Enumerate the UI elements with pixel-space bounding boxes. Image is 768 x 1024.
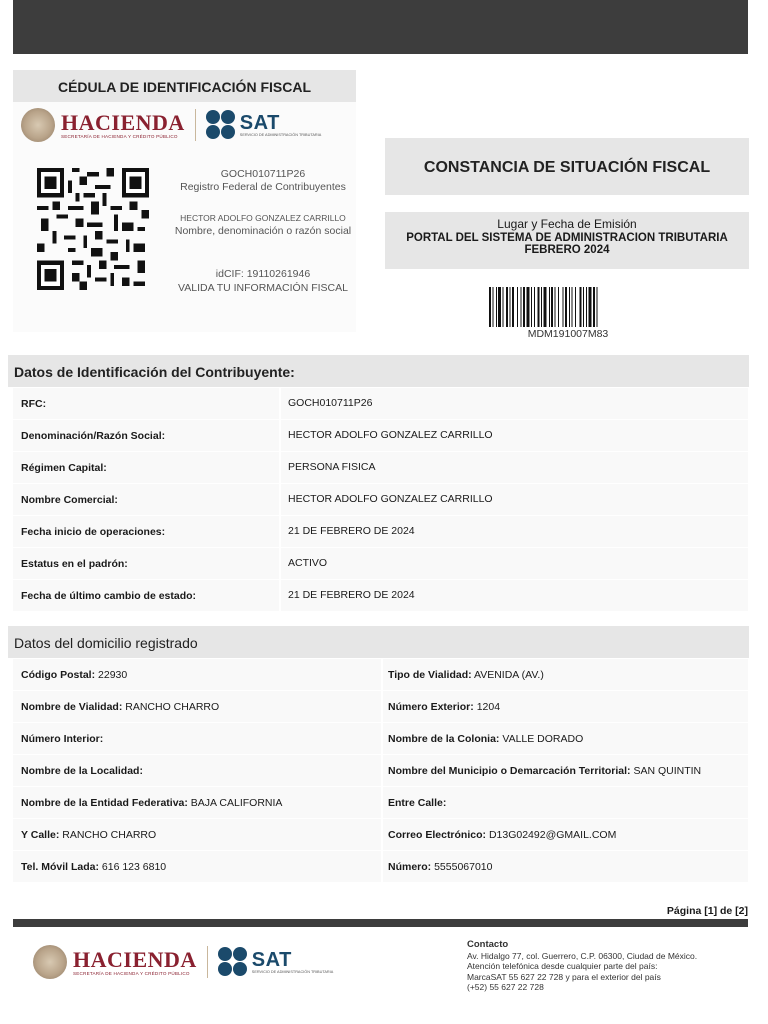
- address-label: Código Postal:: [21, 669, 96, 681]
- address-value: AVENIDA (AV.): [473, 669, 544, 681]
- contact-title: Contacto: [467, 939, 509, 950]
- row-value: HECTOR ADOLFO GONZALEZ CARRILLO: [288, 493, 493, 505]
- address-label: Nombre de la Entidad Federativa:: [21, 797, 188, 809]
- address-value: SAN QUINTIN: [633, 765, 702, 777]
- row-label: Nombre Comercial:: [21, 494, 118, 506]
- contact-line: MarcaSAT 55 627 22 728 y para el exterior del país: [467, 971, 661, 982]
- hacienda-subtitle: SECRETARÍA DE HACIENDA Y CRÉDITO PÚBLICO: [61, 133, 178, 139]
- cedula-card: [13, 70, 356, 332]
- address-label: Número Interior:: [21, 733, 104, 745]
- logo-divider: [207, 946, 208, 978]
- id-row-regimen: [13, 452, 748, 483]
- hacienda-logo: [61, 109, 185, 139]
- row-value: 21 DE FEBRERO DE 2024: [288, 589, 415, 601]
- contact-line: Av. Hidalgo 77, col. Guerrero, C.P. 06300, Ciudad de México.: [467, 950, 698, 961]
- address-row: [13, 787, 748, 818]
- row-label: Fecha de último cambio de estado:: [21, 590, 197, 602]
- sat-dots-icon: [218, 947, 248, 977]
- row-value: PERSONA FISICA: [288, 461, 376, 473]
- barcode-text: MDM191007M83: [527, 328, 609, 340]
- sat-subtitle: SERVICIO DE ADMINISTRACIÓN TRIBUTARIA: [251, 970, 334, 974]
- address-value: D13G02492@GMAIL.COM: [488, 829, 617, 841]
- address-value: 1204: [476, 701, 501, 713]
- address-row: [13, 819, 748, 850]
- barcode: [489, 287, 647, 327]
- hacienda-seal-icon: [21, 108, 55, 142]
- address-row: [13, 755, 748, 786]
- sat-wordmark: SAT: [251, 949, 292, 971]
- cedula-rfc: GOCH010711P26: [220, 168, 306, 180]
- id-row-nombre-comercial: [13, 484, 748, 515]
- hacienda-seal-icon: [33, 945, 67, 979]
- cedula-title: CÉDULA DE IDENTIFICACIÓN FISCAL: [13, 70, 356, 102]
- cedula-valida-link[interactable]: VALIDA TU INFORMACIÓN FISCAL: [178, 282, 348, 294]
- address-value: 616 123 6810: [101, 861, 167, 873]
- id-row-razon-social: [13, 420, 748, 451]
- cedula-rfc-label: Registro Federal de Contribuyentes: [180, 181, 346, 193]
- address-value: VALLE DORADO: [502, 733, 584, 745]
- address-value: 5555067010: [434, 861, 493, 873]
- header-logos: [21, 108, 321, 142]
- hacienda-logo: [73, 946, 197, 976]
- row-label: Fecha inicio de operaciones:: [21, 526, 166, 538]
- contact-block: [467, 940, 747, 993]
- address-value: BAJA CALIFORNIA: [190, 797, 283, 809]
- emission-place: PORTAL DEL SISTEMA DE ADMINISTRACION TRIBUTARIA: [406, 232, 728, 244]
- row-label: Régimen Capital:: [21, 462, 107, 474]
- address-label: Correo Electrónico:: [388, 829, 487, 841]
- emission-box: [385, 212, 749, 269]
- sat-logo: [236, 113, 321, 137]
- hacienda-subtitle: SECRETARÍA DE HACIENDA Y CRÉDITO PÚBLICO: [73, 970, 190, 976]
- address-row: [13, 723, 748, 754]
- address-label: Entre Calle:: [388, 797, 447, 809]
- address-label: Nombre del Municipio o Demarcación Territorial:: [388, 765, 631, 777]
- qr-code: [37, 168, 149, 290]
- hacienda-wordmark: HACIENDA: [61, 109, 185, 135]
- address-label: Nombre de Vialidad:: [21, 701, 123, 713]
- row-value: ACTIVO: [288, 557, 328, 569]
- row-label: Estatus en el padrón:: [21, 558, 128, 570]
- row-value: 21 DE FEBRERO DE 2024: [288, 525, 415, 537]
- emission-label: Lugar y Fecha de Emisión: [497, 217, 637, 231]
- contact-line: Atención telefónica desde cualquier parte del país:: [467, 961, 658, 971]
- address-label: Tel. Móvil Lada:: [21, 861, 99, 873]
- footer-logos: [33, 945, 333, 979]
- address-label: Número:: [388, 861, 432, 873]
- id-row-ultimo-cambio: [13, 580, 748, 611]
- logo-divider: [195, 109, 196, 141]
- address-label: Tipo de Vialidad:: [388, 669, 472, 681]
- id-row-rfc: [13, 388, 748, 419]
- identification-section-title: Datos de Identificación del Contribuyente:: [8, 355, 749, 387]
- sat-dots-icon: [206, 110, 236, 140]
- cedula-name-label: Nombre, denominación o razón social: [174, 225, 352, 237]
- sat-wordmark: SAT: [239, 112, 280, 134]
- footer-bar: [13, 919, 748, 927]
- row-label: RFC:: [21, 398, 47, 410]
- row-value: HECTOR ADOLFO GONZALEZ CARRILLO: [288, 429, 493, 441]
- address-label: Y Calle:: [21, 829, 60, 841]
- emission-date: FEBRERO 2024: [524, 244, 610, 256]
- address-row: [13, 851, 748, 882]
- id-row-fecha-inicio: [13, 516, 748, 547]
- top-header-bar: [13, 0, 748, 54]
- constancia-title: CONSTANCIA DE SITUACIÓN FISCAL: [385, 138, 749, 195]
- contact-line: (+52) 55 627 22 728: [467, 982, 544, 992]
- address-label: Número Exterior:: [388, 701, 474, 713]
- address-label: Nombre de la Colonia:: [388, 733, 500, 745]
- sat-subtitle: SERVICIO DE ADMINISTRACIÓN TRIBUTARIA: [239, 133, 322, 137]
- cedula-idcif: idCIF: 19110261946: [215, 268, 311, 280]
- address-section-title: Datos del domicilio registrado: [8, 626, 749, 658]
- address-value: 22930: [98, 669, 128, 681]
- address-row: [13, 659, 748, 690]
- cedula-name: HECTOR ADOLFO GONZALEZ CARRILLO: [180, 213, 346, 223]
- row-value: GOCH010711P26: [288, 397, 373, 409]
- address-value: RANCHO CHARRO: [62, 829, 157, 841]
- hacienda-wordmark: HACIENDA: [73, 946, 197, 972]
- id-row-estatus: [13, 548, 748, 579]
- page-number: Página [1] de [2]: [666, 905, 748, 917]
- address-row: [13, 691, 748, 722]
- address-value: RANCHO CHARRO: [125, 701, 220, 713]
- row-label: Denominación/Razón Social:: [21, 430, 166, 442]
- address-label: Nombre de la Localidad:: [21, 765, 143, 777]
- sat-logo: [248, 950, 333, 974]
